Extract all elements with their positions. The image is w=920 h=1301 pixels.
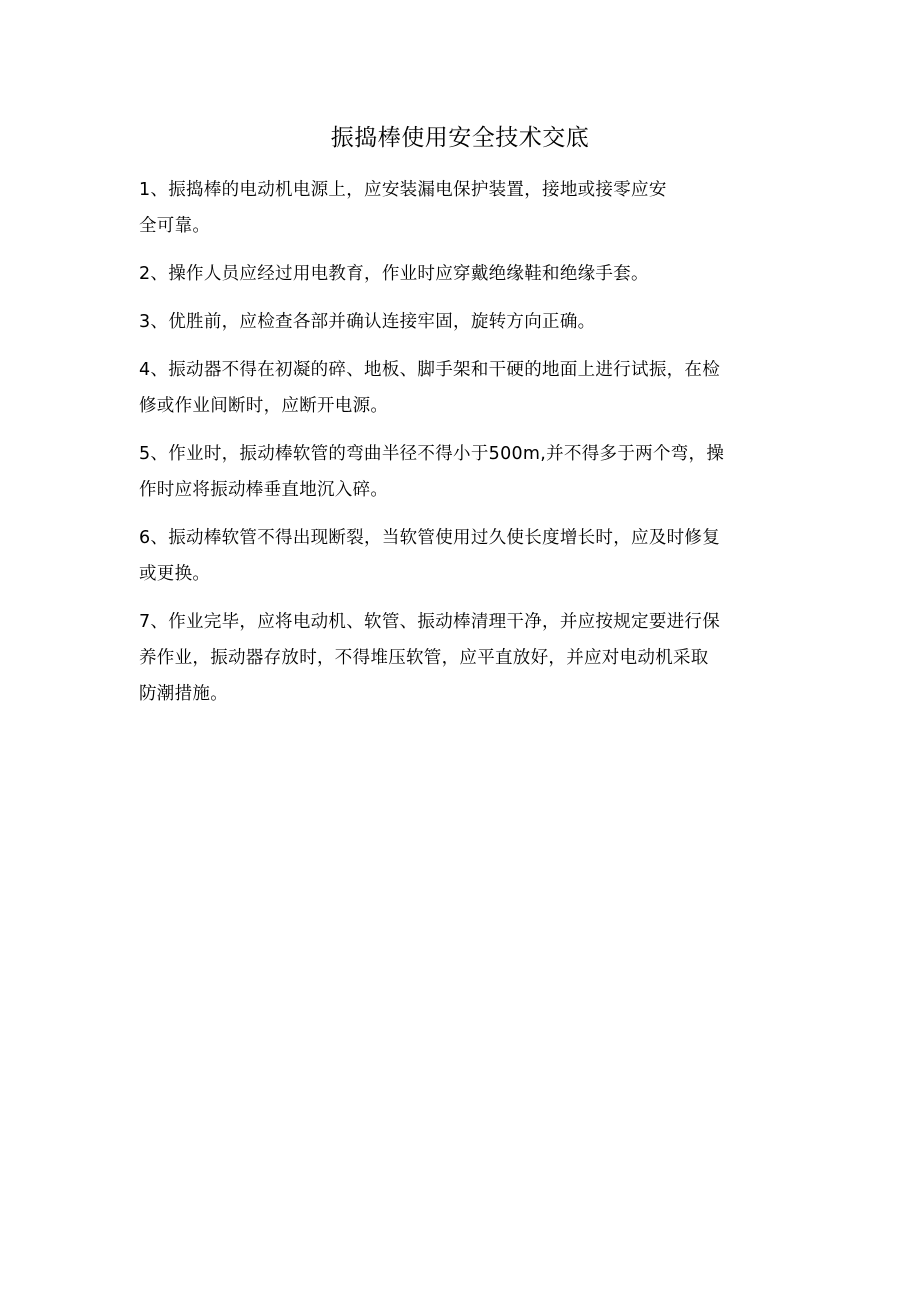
- paragraph-line: 1、振捣棒的电动机电源上，应安装漏电保护装置，接地或接零应安: [139, 180, 667, 200]
- paragraph-line: 修或作业间断时，应断开电源。: [139, 396, 389, 416]
- paragraph-7: [139, 604, 787, 712]
- paragraph-5: [139, 436, 787, 508]
- paragraph-line: 2、操作人员应经过用电教育，作业时应穿戴绝缘鞋和绝缘手套。: [139, 264, 649, 284]
- paragraph-line: 6、振动棒软管不得出现断裂，当软管使用过久使长度增长时，应及时修复: [139, 528, 721, 548]
- document-title: 振捣棒使用安全技术交底: [330, 125, 590, 151]
- paragraph-line: 或更换。: [139, 564, 211, 584]
- paragraph-line: 5、作业时，振动棒软管的弯曲半径不得小于500m,并不得多于两个弯，操: [139, 444, 725, 464]
- paragraph-line: 全可靠。: [139, 216, 211, 236]
- paragraph-2: [139, 256, 787, 292]
- paragraph-1: [139, 172, 787, 244]
- paragraph-6: [139, 520, 787, 592]
- paragraph-line: 4、振动器不得在初凝的碎、地板、脚手架和干硬的地面上进行试振，在检: [139, 360, 721, 380]
- paragraph-3: [139, 304, 787, 340]
- paragraph-line: 7、作业完毕，应将电动机、软管、振动棒清理干净，并应按规定要进行保: [139, 612, 721, 632]
- paragraph-line: 防潮措施。: [139, 684, 228, 704]
- paragraph-4: [139, 352, 787, 424]
- paragraph-line: 作时应将振动棒垂直地沉入碎。: [139, 480, 389, 500]
- document-body: [139, 172, 787, 724]
- paragraph-line: 3、优胜前，应检查各部并确认连接牢固，旋转方向正确。: [139, 312, 596, 332]
- paragraph-line: 养作业，振动器存放时，不得堆压软管，应平直放好，并应对电动机采取: [139, 648, 709, 668]
